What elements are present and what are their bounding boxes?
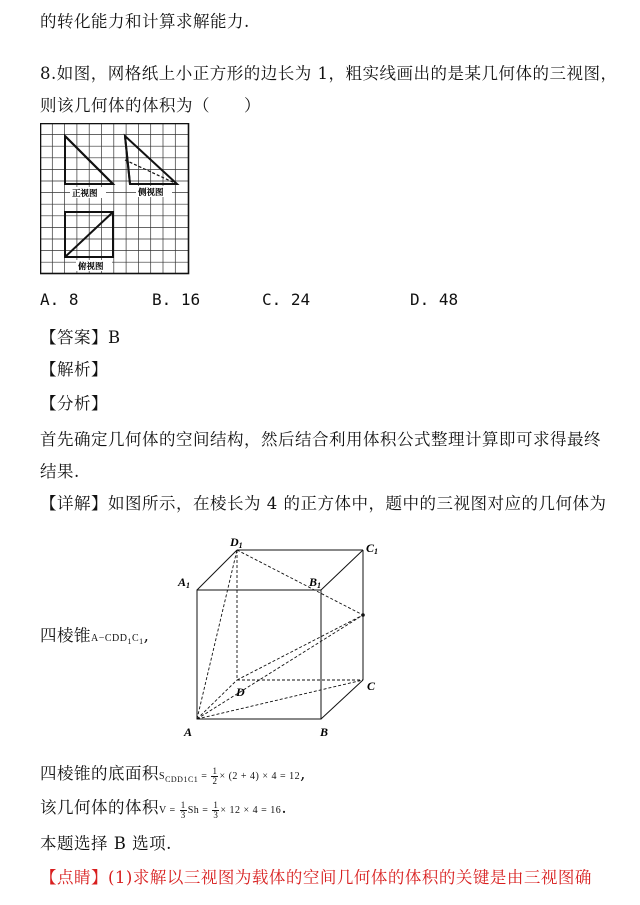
paragraph-1: 首先确定几何体的空间结构，然后结合利用体积公式整理计算即可求得最终 — [40, 430, 601, 449]
pyramid-name-text: A−CDD — [91, 633, 128, 644]
eq: = — [202, 805, 209, 816]
formula-rest: × 12 × 4 = 16 — [220, 805, 282, 816]
volume-formula — [159, 800, 282, 821]
label-d1: D — [230, 535, 239, 549]
pyramid-c: C — [131, 633, 140, 644]
label-sub: 1 — [186, 581, 191, 590]
svg-text:A1 — [177, 575, 190, 590]
three-view-figure — [40, 123, 190, 275]
tip-tag: 【点睛】 — [40, 868, 108, 887]
formula-s-sub2: C — [187, 775, 194, 784]
formula-rest: × (2 + 4) × 4 = 12 — [219, 771, 301, 782]
label-sub: 1 — [238, 541, 243, 550]
tip-line — [40, 864, 592, 888]
pyramid-line: 四棱锥$A-CDD_1C_1$, — [40, 626, 150, 646]
label-sub: 1 — [317, 581, 322, 590]
frac-num: 1 — [180, 800, 186, 811]
label-sub: 1 — [374, 547, 379, 556]
paragraph-2: 结果. — [40, 462, 80, 481]
frac-den: 3 — [213, 810, 219, 821]
conclusion-line: 本题选择 B 选项. — [40, 834, 172, 853]
label-a1: A — [178, 575, 187, 589]
frac-num: 1 — [213, 800, 219, 811]
sub-1: 1 — [183, 775, 188, 784]
option-b[interactable]: B. 16 — [152, 290, 201, 309]
fraction-third — [180, 801, 187, 820]
label-c1: C — [366, 541, 375, 555]
base-area-formula — [159, 766, 301, 787]
sub-1: 1 — [139, 637, 144, 646]
pyramid-name — [91, 633, 144, 644]
svg-text:C1 — [366, 541, 378, 556]
option-d[interactable]: D. 48 — [410, 290, 459, 309]
formula-sh: Sh — [187, 805, 200, 816]
formula-v: V — [159, 805, 167, 816]
fenxi-label: 【分析】 — [40, 394, 108, 413]
label-d: D — [236, 685, 245, 699]
tip-text: (1)求解以三视图为载体的空间几何体的体积的关键是由三视图确 — [108, 868, 592, 887]
svg-text:D1 — [229, 535, 243, 550]
front-view-label: 正视图 — [72, 188, 98, 198]
side-view-label: 侧视图 — [138, 187, 164, 197]
eq: = — [201, 771, 208, 782]
grid-lines — [40, 123, 189, 274]
sub-1: 1 — [127, 637, 132, 646]
pyramid-prefix: 四棱锥 — [40, 626, 91, 645]
option-a[interactable]: A. 8 — [40, 290, 79, 309]
option-c[interactable]: C. 24 — [262, 290, 311, 309]
sub-1: 1 — [193, 775, 199, 784]
question-8: 8.如图，网格纸上小正方形的边长为 1，粗实线画出的是某几何体的三视图， — [40, 64, 618, 83]
question-8-cont: 则该几何体的体积为（ ） — [40, 96, 261, 115]
svg-text:B1 — [308, 575, 321, 590]
label-c: C — [367, 679, 376, 693]
base-area-line: 四棱锥的底面积$S_{CDD1C1}$ = $\frac{1}{2}$ × (2 + 4) × 4 = 12, — [40, 764, 306, 787]
cube-figure — [170, 530, 400, 745]
vol-prefix: 该几何体的体积 — [40, 798, 159, 817]
formula-s-sub: CDD — [165, 775, 184, 784]
detail-line: 【详解】如图所示，在棱长为 4 的正方体中，题中的三视图对应的几何体为 — [40, 494, 607, 513]
label-b1: B — [309, 575, 318, 589]
eq: = — [169, 805, 176, 816]
label-a: A — [184, 725, 193, 739]
top-view-label: 俯视图 — [78, 261, 104, 271]
answer-label: 【答案】B — [40, 328, 121, 347]
analysis-label: 【解析】 — [40, 360, 108, 379]
fraction-half — [211, 767, 218, 786]
base-prefix: 四棱锥的底面积 — [40, 764, 159, 783]
frac-den: 2 — [212, 776, 218, 787]
text-line: 的转化能力和计算求解能力. — [40, 12, 250, 31]
formula-s: S — [159, 771, 166, 782]
volume-line: 该几何体的体积V = $\frac{1}{3}$ Sh = $\frac{1}{3}$ × 12 × 4 = 16. — [40, 798, 288, 821]
label-b: B — [320, 725, 329, 739]
frac-den: 3 — [180, 810, 186, 821]
frac-num: 1 — [212, 766, 218, 777]
fraction-third — [212, 801, 219, 820]
